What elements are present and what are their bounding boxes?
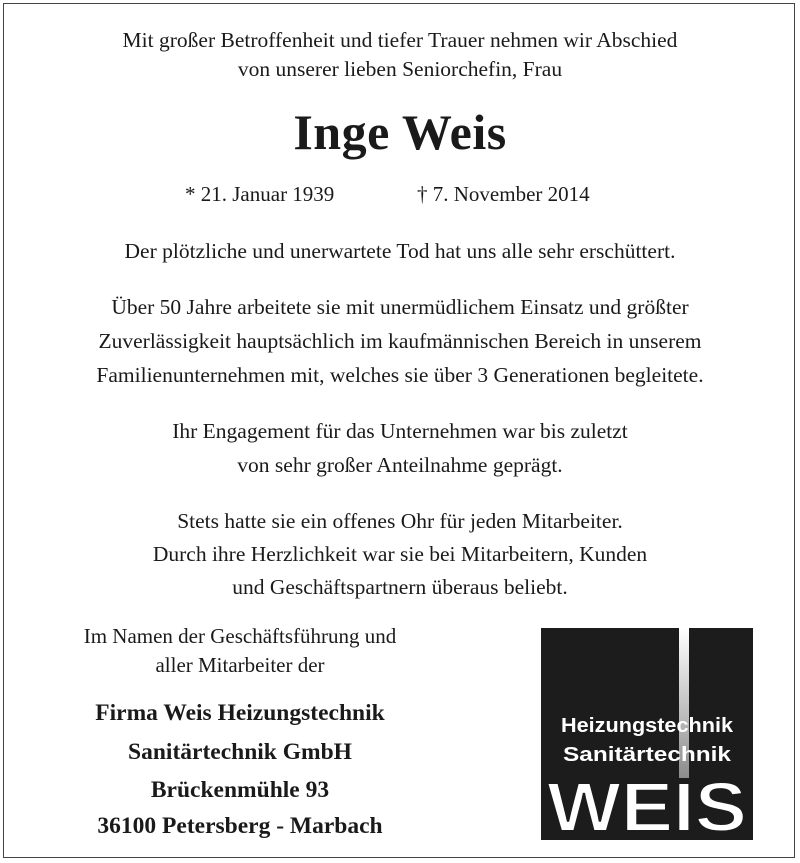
company-name-line-1: Firma Weis Heizungstechnik: [95, 700, 385, 726]
paragraph-2-line-1: Über 50 Jahre arbeitete sie mit unermüdlichem Einsatz und größter: [111, 295, 689, 319]
paragraph-2-line-2: Zuverlässigkeit hauptsächlich im kaufmännischen Bereich in unserem: [98, 329, 702, 353]
company-name-line-2: Sanitärtechnik GmbH: [128, 739, 352, 765]
signoff-line-2: aller Mitarbeiter der: [155, 653, 325, 677]
company-city: 36100 Petersberg - Marbach: [97, 813, 383, 839]
intro-line-1: Mit großer Betroffenheit und tiefer Trauer nehmen wir Abschied: [122, 28, 678, 52]
logo-line-1: Heizungstechnik: [561, 715, 734, 737]
paragraph-4-line-3: und Geschäftspartnern überaus beliebt.: [232, 575, 568, 599]
paragraph-2-line-3: Familienunternehmen mit, welches sie über 3 Generationen begleitete.: [96, 363, 704, 387]
company-address: Brückenmühle 93: [150, 777, 330, 803]
paragraph-3-line-1: Ihr Engagement für das Unternehmen war bis zuletzt: [172, 419, 628, 443]
logo-wordmark: WEIS: [547, 768, 747, 840]
logo-line-2: Sanitärtechnik: [563, 744, 733, 766]
birth-date: * 21. Januar 1939: [185, 182, 335, 206]
signoff-line-1: Im Namen der Geschäftsführung und: [83, 624, 397, 648]
death-date: † 7. November 2014: [417, 182, 590, 206]
paragraph-1: Der plötzliche und unerwartete Tod hat uns alle sehr erschüttert.: [124, 239, 676, 263]
deceased-name: Inge Weis: [293, 104, 507, 160]
signoff: [40, 622, 440, 680]
intro-line-2: von unserer lieben Seniorchefin, Frau: [237, 57, 563, 81]
paragraph-3-line-2: von sehr großer Anteilnahme geprägt.: [237, 453, 563, 477]
paragraph-4-line-1: Stets hatte sie ein offenes Ohr für jeden Mitarbeiter.: [177, 509, 623, 533]
paragraph-4-line-2: Durch ihre Herzlichkeit war sie bei Mitarbeitern, Kunden: [152, 542, 648, 566]
company-logo: [541, 628, 753, 840]
